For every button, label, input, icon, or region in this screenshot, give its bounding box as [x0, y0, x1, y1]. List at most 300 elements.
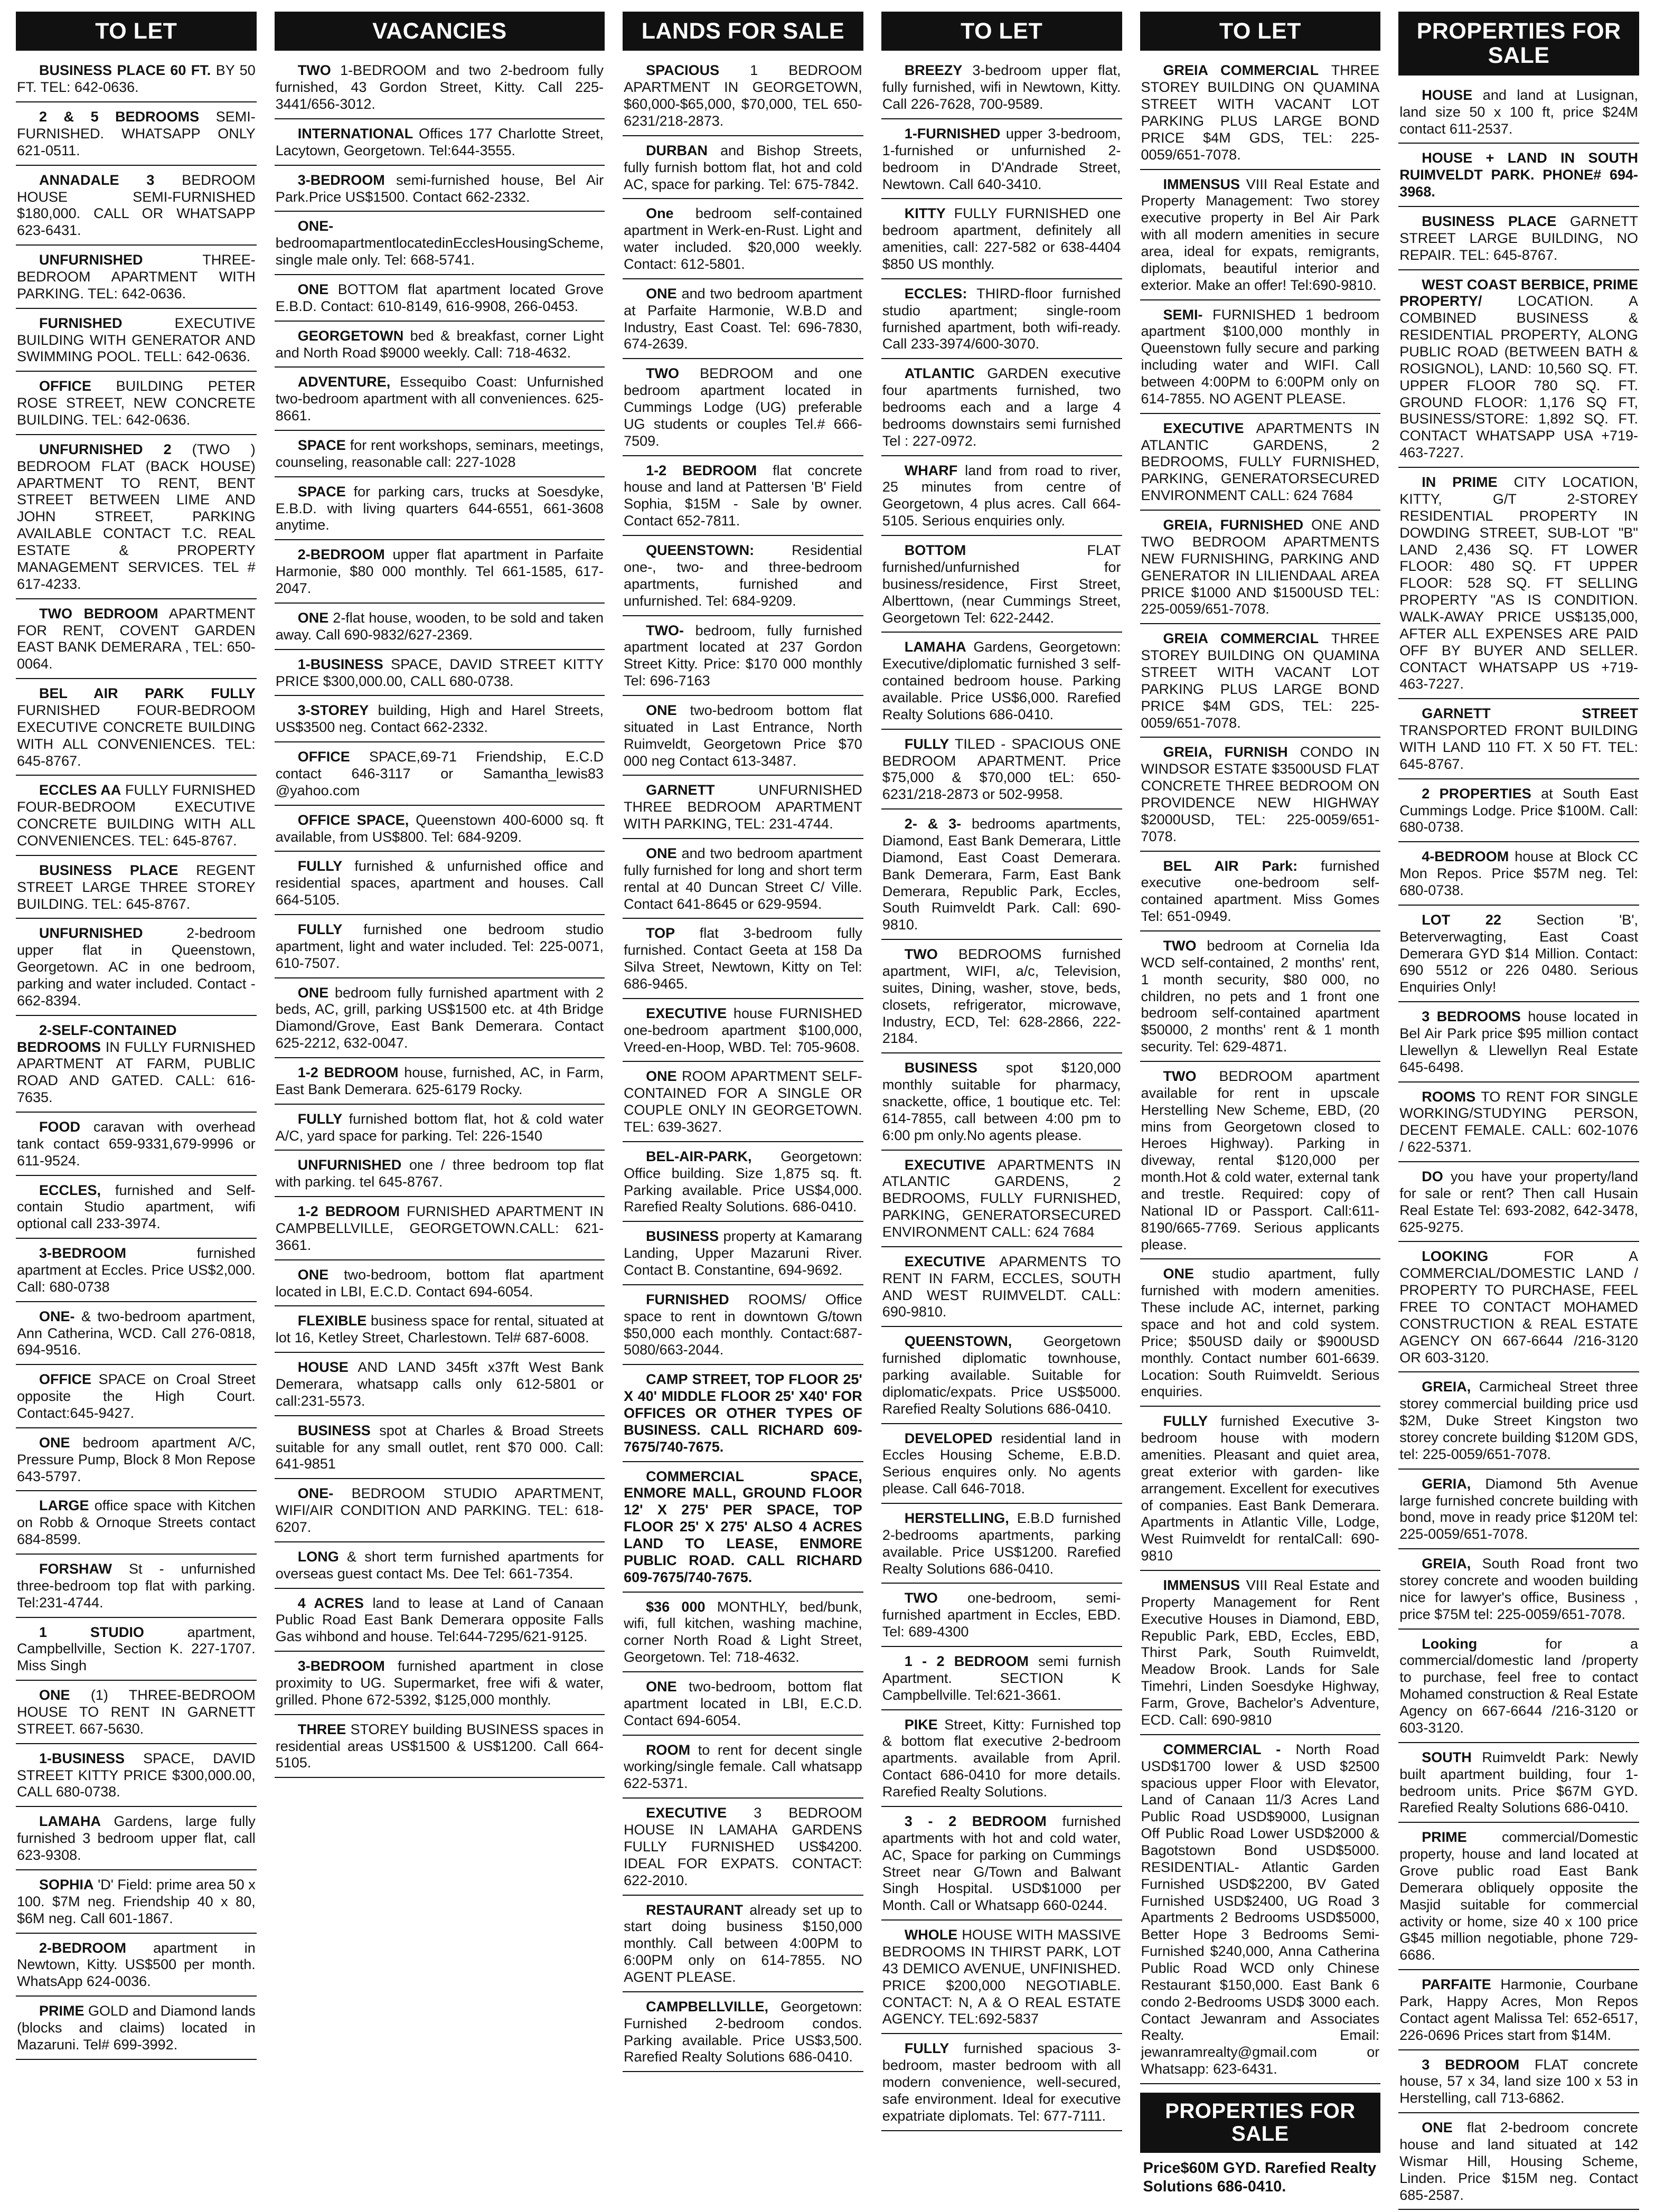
column-6 — [1398, 12, 1639, 2212]
ad-keyword: 3 BEDROOMS — [1422, 1009, 1521, 1025]
ad-keyword: 1 STUDIO — [39, 1624, 144, 1640]
ad-keyword: BEL AIR Park: — [1163, 858, 1298, 874]
classified-ad — [275, 1355, 605, 1416]
classified-ad — [881, 2036, 1122, 2131]
ad-keyword: WHARF — [904, 462, 958, 478]
ad-keyword: ONE — [297, 281, 329, 298]
classified-ad — [275, 854, 605, 915]
ad-keyword: SOUTH — [1422, 1749, 1472, 1765]
ad-text: furnished apartment in close proximity to UG. Supermarket, free wifi & water, grilled. Phone 672-5392, $125,000 monthly. — [275, 1658, 604, 1708]
ad-keyword: IMMENSUS — [1163, 176, 1240, 192]
ad-keyword: WHOLE — [904, 1927, 958, 1943]
classified-ad — [275, 981, 605, 1058]
classified-ad — [881, 635, 1122, 729]
ad-keyword: GEORGETOWN — [297, 327, 404, 344]
classified-ad — [16, 1872, 257, 1934]
ad-text: REGENT STREET LARGE THREE STOREY BUILDING. TEL: 645-8767. — [17, 862, 256, 912]
ad-text: VIII Real Estate and Property Management: Two storey executive property in Bel Air Park with all modern amenities in secure area, ideal for expats, remigrants, diplomats, beautiful interior and exterior. Make an offer! Tel:690-9810. — [1141, 176, 1380, 293]
ad-text: furnished apartment at Eccles. Price US$2,000. Call: 680-0738 — [17, 1245, 256, 1295]
ad-keyword: FLEXIBLE — [297, 1313, 367, 1329]
ad-text: house located in Bel Air Park price $95 million contact Llewellyn & Llewellyn Real Estate 645-6498. — [1399, 1009, 1638, 1075]
ad-keyword: LAMAHA — [39, 1813, 101, 1830]
classified-ad — [1140, 1064, 1381, 1259]
ad-text: and land at Lusignan, land size 50 x 100 ft, price $24M contact 611-2537. — [1399, 87, 1638, 137]
column-1 — [16, 12, 257, 2212]
ad-text: 'D' Field: prime area 50 x 100. $7M neg. Friendship 40 x 80, $6M neg. Call 601-1867. — [17, 1876, 256, 1926]
classified-ad — [16, 105, 257, 166]
ad-keyword: BREEZY — [904, 62, 963, 79]
ad-text: FOR A COMMERCIAL/DOMESTIC LAND / PROPERTY TO PURCHASE, FEEL FREE TO CONTACT MOHAMED CONSTRUCTION & REAL ESTATE AGENCY ON 667-6644 /216-3120 OR 603-3120. — [1399, 1248, 1638, 1366]
classified-ad — [881, 1426, 1122, 1504]
ad-keyword: ROOMS — [1422, 1088, 1476, 1105]
classified-ad — [275, 1717, 605, 1778]
ad-keyword: SPACE — [297, 437, 346, 454]
ad-keyword: OFFICE SPACE, — [297, 812, 409, 828]
ad-text: BEDROOM STUDIO APARTMENT, WIFI/AIR CONDITION AND PARKING. TEL: 618-6207. — [275, 1485, 604, 1536]
ad-keyword: ONE — [646, 1679, 677, 1695]
classified-ad — [881, 1586, 1122, 1647]
ad-text: E.B.D furnished 2-bedrooms apartments, parking available. Price US$1200. Rarefied Realty Solutions 686-0410. — [882, 1510, 1121, 1577]
ad-text: SPACE, DAVID STREET KITTY PRICE $300,000.00, CALL 680-0738. — [275, 656, 604, 689]
ad-keyword: GERIA, — [1422, 1475, 1471, 1492]
ad-keyword: BUSINESS — [646, 1228, 719, 1245]
ad-keyword: PRIME — [39, 2003, 84, 2019]
classified-ad — [275, 324, 605, 368]
classified-ad — [623, 1064, 863, 1142]
ad-keyword: CAMP STREET, TOP FLOOR 25' X 40' MIDDLE FLOOR 25' X40' FOR OFFICES OR OTHER TYPES OF BUSINESS. CALL RICHARD 609-7675/740-7675. — [624, 1371, 862, 1455]
classified-ad — [1398, 1085, 1639, 1162]
ad-text: FLAT concrete house, 57 x 34, land size 100 x 53 in Herstelling, call 713-6862. — [1399, 2056, 1638, 2106]
ad-text: & short term furnished apartments for overseas guest contact Ms. Dee Tel: 661-7354. — [275, 1548, 604, 1582]
ad-text: APARMENTS TO RENT IN FARM, ECCLES, SOUTH AND WEST RUIMVELDT. CALL: 690-9810. — [882, 1253, 1121, 1320]
classified-ad — [16, 1809, 257, 1870]
ad-text: EXECUTIVE BUILDING WITH GENERATOR AND SWIMMING POOL. TELL: 642-0636. — [17, 315, 256, 365]
classified-ad — [881, 361, 1122, 456]
ad-keyword: ONE — [1163, 1266, 1195, 1282]
classified-ad — [1398, 782, 1639, 843]
ad-keyword: 1-2 BEDROOM — [297, 1203, 400, 1220]
classified-ad — [1398, 272, 1639, 468]
ad-text: commercial/Domestic property, house and land located at Grove public road East Bank Demerara obliquely opposite the Masjid suitable for commercial activity or home, size 40 x 100 price G$45 million negotiable, phone 729-6686. — [1399, 1829, 1638, 1963]
ad-text: furnished one bedroom studio apartment, light and water included. Tel: 225-0071, 610-7507. — [275, 921, 604, 971]
ad-keyword: BUSINESS — [297, 1422, 371, 1438]
ad-text: furnished and Self-contain Studio apartment, wifi optional call 233-3974. — [17, 1182, 256, 1232]
ad-text: 1-BEDROOM and two 2-bedroom fully furnished, 43 Gordon Street, Kitty. Call 225- 3441/656-3012. — [275, 62, 604, 112]
classified-ad — [275, 1654, 605, 1715]
ad-keyword: GREIA COMMERCIAL — [1163, 630, 1319, 647]
classified-ad — [623, 458, 863, 536]
classified-ad — [881, 1923, 1122, 2034]
ad-text: spot $120,000 monthly suitable for pharmacy, snackette, office, 1 boutique etc. Tel: 614-7855, call between 4:00 pm to 6:00 pm only.No agents please. — [882, 1060, 1121, 1143]
ad-keyword: FULLY — [297, 921, 343, 937]
ad-text: THREE-BEDROOM APARTMENT WITH PARKING. TEL: 642-0636. — [17, 252, 256, 302]
ad-keyword: LONG — [297, 1548, 339, 1565]
ad-keyword: 3-BEDROOM — [297, 1658, 385, 1674]
ad-keyword: ONE — [1422, 2120, 1453, 2136]
classified-ad — [623, 841, 863, 919]
ad-keyword: ECCLES, — [39, 1182, 101, 1198]
ad-text: FULLY FURNISHED FOUR-BEDROOM EXECUTIVE CONCRETE BUILDING WITH ALL CONVENIENCES. TEL: 645-8767. — [17, 782, 256, 849]
ad-keyword: LOT 22 — [1422, 911, 1501, 928]
ad-keyword: 3 BEDROOM — [1422, 2056, 1520, 2073]
ad-text: CITY LOCATION, KITTY, G/T 2-STOREY RESIDENTIAL PROPERTY IN DOWDING STREET, SUB-LOT "B" LAND 2,436 SQ. FT LOWER FLOOR: 480 SQ. FT UPPER FLOOR: 528 SQ. FT SELLING PROPERTY "AS IS CONDITION. WALK-AWAY PRICE US$135,000, AFTER ALL EXPENSES ARE PAID OFF BY BUYER AND SELLER. CONTACT WHATSAPP US +719-463-7227. — [1399, 474, 1638, 692]
classified-ad — [623, 538, 863, 616]
ad-keyword: $36 000 — [646, 1598, 706, 1615]
classified-ad — [623, 281, 863, 359]
classified-ad — [881, 942, 1122, 1053]
ad-keyword: 2-BEDROOM — [39, 1940, 127, 1956]
classified-ad — [1140, 740, 1381, 851]
ad-keyword: ATLANTIC — [904, 365, 975, 382]
ad-keyword: HOUSE + LAND IN SOUTH RUIMVELDT PARK. PHONE# 694-3968. — [1399, 150, 1638, 200]
ad-keyword: TWO- — [646, 622, 684, 638]
classified-ad — [16, 1999, 257, 2060]
ad-text: Georgetown: Office building. Size 1,875 sq. ft. Parking available. Price US$4,000. Rarefied Realty Solutions. 686-0410. — [624, 1148, 862, 1215]
classified-ad — [623, 618, 863, 696]
ad-text: caravan with overhead tank contact 659-9331,679-9996 or 611-9524. — [17, 1118, 256, 1169]
ad-text: you have your property/land for sale or rent? Then call Husain Real Estate Tel: 693-2082, 642-3478, 625-9275. — [1399, 1169, 1638, 1235]
column-3 — [623, 12, 863, 2212]
ad-keyword: 3-BEDROOM — [39, 1245, 127, 1262]
ad-keyword: 1-2 BEDROOM — [646, 462, 757, 478]
ad-keyword: 2-BEDROOM — [297, 547, 385, 563]
classified-ad — [1398, 1825, 1639, 1970]
ad-keyword: TWO BEDROOM — [39, 605, 158, 622]
classified-ad — [16, 1430, 257, 1492]
classified-ad — [275, 121, 605, 166]
ad-text: bedroom apartment A/C, Pressure Pump, Block 8 Mon Repose 643-5797. — [17, 1434, 256, 1484]
ad-text: GARNETT STREET LARGE BUILDING, NO REPAIR. TEL: 645-8767. — [1399, 213, 1638, 263]
classified-ad — [275, 1481, 605, 1542]
classified-ad — [16, 437, 257, 599]
ad-text: LOCATION. A COMBINED BUSINESS & RESIDENTIAL PROPERTY, ALONG PUBLIC ROAD (BETWEEN BATH & ROSIGNOL), LAND: 10,560 SQ. FT. UPPER FLOOR 780 SQ. FT. GROUND FLOOR: 1,176 SQ FT, BUSINESS/STORE: 1,892 SQ. FT. CONTACT WHATSAPP USA +719-463-7227. — [1399, 293, 1638, 461]
classified-ad — [623, 1287, 863, 1365]
classified-ad — [623, 1224, 863, 1285]
classified-ad — [275, 1309, 605, 1353]
ad-text: furnished & unfurnished office and residential spaces, apartment and houses. Call 664-5105. — [275, 858, 604, 908]
classified-ad — [623, 58, 863, 136]
ad-text: upper 3-bedroom, 1-furnished or unfurnished 2-bedroom in D'Andrade Street, Newtown. Call 640-3410. — [882, 126, 1121, 192]
ad-text: BOTTOM flat apartment located Grove E.B.D. Contact: 610-8149, 616-9908, 266-0453. — [275, 281, 604, 314]
ad-text: land to lease at Land of Canaan Public Road East Bank Demerara opposite Falls Gas wihbond and house. Tel:644-7295/621-9125. — [275, 1595, 604, 1645]
box-header: PROPERTIES FOR SALE — [1140, 2093, 1381, 2153]
ad-text: TRANSPORTED FRONT BUILDING WITH LAND 110 FT. X 50 FT. TEL: 645-8767. — [1399, 722, 1638, 772]
ad-text: Gardens, Georgetown: Executive/diplomatic furnished 3 self-contained bedroom house. Parking available. Price US$6,000. Rarefied Realty Solutions 686-0410. — [882, 639, 1121, 722]
ad-text: two-bedroom, bottom flat apartment located in LBI, E.C.D. Contact 694-6054. — [624, 1679, 862, 1728]
ad-keyword: PRIME — [1422, 1829, 1467, 1846]
classified-ad — [16, 58, 257, 102]
ad-text: FURNISHED 1 bedroom apartment $100,000 monthly in Queenstown fully secure and parking including water and WIFI. Call between 4:00PM to 6:00PM only on 614-7855. NO AGENT PLEASE. — [1141, 306, 1380, 407]
ad-text: house at Block CC Mon Repos. Price $57M neg. Tel: 680-0738. — [1399, 849, 1638, 898]
classified-ad — [275, 370, 605, 431]
ad-text: THREE STOREY BUILDING ON QUAMINA STREET WITH VACANT LOT PARKING PLUS LARGE BOND PRICE $4M GDS, TEL: 225-0059/651-7078. — [1141, 62, 1380, 163]
ad-keyword: LOOKING — [1422, 1248, 1489, 1265]
ad-text: TO RENT FOR SINGLE WORKING/STUDYING PERSON, DECENT FEMALE. CALL: 602-1076 / 622-5371. — [1399, 1088, 1638, 1155]
ad-keyword: ONE — [297, 1266, 329, 1283]
classified-ad — [881, 1056, 1122, 1150]
classified-ad — [275, 58, 605, 119]
classified-ad — [275, 542, 605, 604]
ad-keyword: SPACIOUS — [646, 62, 720, 79]
ad-text: 3 BEDROOM HOUSE IN LAMAHA GARDENS FULLY FURNISHED US$4200. IDEAL FOR EXPATS. CONTACT: 622-2010. — [624, 1805, 862, 1888]
classified-ad — [881, 1506, 1122, 1584]
column-header: VACANCIES — [275, 12, 605, 51]
ad-text: BEDROOM HOUSE SEMI-FURNISHED $180,000. CALL OR WHATSAPP 623-6431. — [17, 172, 256, 239]
ad-text: flat concrete house and land at Pattersen 'B' Field Sophia, $15M - Sale by owner. Contact 652-7811. — [624, 462, 862, 529]
ad-keyword: FURNISHED — [646, 1291, 729, 1307]
classified-ad — [1140, 513, 1381, 624]
ad-text: FULLY FURNISHED one bedroom apartment, definitely all amenities, call: 227-582 or 638-4404 $850 US monthly. — [882, 205, 1121, 272]
ad-keyword: GREIA, — [1422, 1556, 1471, 1572]
classified-ad — [1140, 303, 1381, 414]
ad-keyword: ANNADALE 3 — [39, 172, 155, 188]
ad-keyword: ROOM — [646, 1742, 691, 1758]
classified-ad — [623, 1595, 863, 1672]
ad-keyword: 1-BUSINESS — [39, 1750, 125, 1766]
ad-text: BEDROOM and one bedroom apartment located in Cummings Lodge (UG) preferable UG students or couples Tel.# 666-7509. — [624, 365, 862, 449]
ad-text: apartment, Campbellville, Section K. 227-1707. Miss Singh — [17, 1624, 256, 1674]
ad-keyword: ONE — [39, 1687, 70, 1703]
ad-keyword: One — [646, 205, 674, 222]
classified-ad — [16, 248, 257, 309]
ad-text: property at Kamarang Landing, Upper Mazaruni River. Contact B. Constantine, 694-9692. — [624, 1228, 862, 1278]
ad-text: furnished executive one-bedroom self-contained apartment. Miss Gomes Tel: 651-0949. — [1141, 858, 1380, 925]
classified-ad — [16, 1746, 257, 1808]
ad-keyword: INTERNATIONAL — [297, 126, 413, 142]
ad-keyword: FULLY — [297, 1110, 343, 1127]
classified-ad — [275, 652, 605, 696]
classified-ad — [275, 1153, 605, 1197]
classified-ad — [623, 1144, 863, 1222]
ad-text: SPACE, DAVID STREET KITTY PRICE $300,000.00, CALL 680-0738. — [17, 1750, 256, 1800]
classified-ad — [881, 201, 1122, 279]
ad-text: land from road to river, 25 minutes from centre of Georgetown, 4 plus acres. Call 664-5105. Serious enquiries only. — [882, 462, 1121, 529]
ad-text: apartment in Newtown, Kitty. US$500 per month. WhatsApp 624-0036. — [17, 1940, 256, 1990]
ad-keyword: BUSINESS PLACE — [1422, 213, 1557, 230]
ad-text: BEDROOM apartment available for rent in upscale Herstelling New Scheme, EBD, (20 mins from Georgetown closed to Heroes Highway). Parking in diveway, rental $120,000 per month.Hot & cold water, external tank and trestle. Required: copy of National ID or Passport. Call:611-8190/665-7769. Serious applicants please. — [1141, 1068, 1380, 1253]
ad-keyword: HOUSE — [297, 1359, 349, 1376]
ad-keyword: EXECUTIVE — [904, 1253, 985, 1269]
ad-keyword: 2 PROPERTIES — [1422, 785, 1531, 802]
ad-keyword: BUSINESS PLACE — [39, 862, 178, 878]
ad-keyword: GARNETT STREET — [1422, 705, 1638, 722]
ad-text: GARDEN executive four apartments furnished, two bedrooms each and a large 4 bedrooms downstairs semi furnished Tel : 227-0972. — [882, 365, 1121, 449]
ad-keyword: TWO — [904, 1590, 938, 1606]
ad-text: BEDROOMS furnished apartment, WIFI, a/c, Television, suites, Dining, washer, stove, beds, closets, refrigerator, microwave, Industry, ECD, Tel: 628-2866, 222-2184. — [882, 946, 1121, 1047]
ad-keyword: 2- & 3- — [904, 816, 962, 832]
ad-text: 1 BEDROOM APARTMENT IN GEORGETOWN, $60,000-$65,000, $70,000, TEL 650-6231/218-2873. — [624, 62, 862, 129]
ad-keyword: HERSTELLING, — [904, 1510, 1009, 1527]
ad-text: for rent workshops, seminars, meetings, counseling, reasonable call: 227-1028 — [275, 437, 604, 470]
ad-keyword: FURNISHED — [39, 315, 123, 331]
classified-ad — [1140, 1737, 1381, 2084]
ad-text: upper flat apartment in Parfaite Harmonie, $80 000 monthly. Tel 661-1585, 617-2047. — [275, 547, 604, 597]
ad-text: Georgetown furnished diplomatic townhouse, parking available. Suitable for diplomatic/expats. Price US$5000. Rarefied Realty Solutions 686-0410. — [882, 1333, 1121, 1417]
ad-keyword: LAMAHA — [904, 639, 966, 655]
ad-text: and two bedroom apartment fully furnished for long and short term rental at 40 Duncan Street C/ Ville. Contact 641-8645 or 629-9594. — [624, 845, 862, 912]
ad-keyword: ONE — [297, 984, 329, 1001]
classified-ad — [1398, 1745, 1639, 1823]
ad-keyword: COMMERCIAL SPACE, ENMORE MALL, GROUND FLOOR 12' X 275' PER SPACE, TOP FLOOR 25' X 275' ALSO 4 ACRES LAND TO LEASE, ENMORE PUBLIC ROAD. CALL RICHARD 609-7675/740-7675. — [624, 1468, 862, 1585]
classified-ad — [1140, 1573, 1381, 1735]
classified-ad — [1140, 58, 1381, 170]
ad-text: ROOMS/ Office space to rent in downtown G/town $50,000 each monthly. Contact:687-5080/663-2044. — [624, 1291, 862, 1358]
ad-text: furnished spacious 3-bedroom, master bedroom with all modern convenience, well-secured, safe environment. Ideal for executive expatriate diplomats. Tel: 677-7111. — [882, 2040, 1121, 2124]
ad-text: FURNISHED FOUR-BEDROOM EXECUTIVE CONCRETE BUILDING WITH ALL CONVENIENCES. TEL: 645-8767. — [17, 702, 256, 769]
ad-keyword: GARNETT — [646, 782, 715, 798]
column-header: TO LET — [881, 12, 1122, 51]
ad-text: Gardens, large fully furnished 3 bedroom upper flat, call 623-9308. — [17, 1813, 256, 1863]
classified-ad — [623, 1674, 863, 1736]
classified-ad — [275, 1060, 605, 1105]
ad-keyword: ECCLES: — [904, 285, 967, 302]
classified-ad — [1398, 1244, 1639, 1372]
ad-text: furnished Executive 3-bedroom house with modern amenities. Pleasant and quiet area, great exterior with garden- like arrangement. Excellent for executives of companies. East Bank Demerara. Apartments in Atlantic Ville, Lodge, West Ruimveldt for rentalCall: 690-9810 — [1141, 1413, 1380, 1564]
classified-ad — [16, 1936, 257, 1997]
classified-ad — [1398, 1972, 1639, 2050]
ad-keyword: PARFAITE — [1422, 1976, 1491, 1993]
ad-keyword: 1-2 BEDROOM — [297, 1064, 399, 1080]
ad-text: APARTMENT FOR RENT, COVENT GARDEN EAST BANK DEMERARA , TEL: 650-0064. — [17, 605, 256, 672]
ad-keyword: PIKE — [904, 1716, 938, 1733]
ad-text: and Bishop Streets, fully furnish bottom flat, hot and cold AC, space for parking. Tel: 675-7842. — [624, 142, 862, 192]
ad-keyword: WEST COAST BERBICE, PRIME PROPERTY/ — [1399, 276, 1638, 309]
ad-text: and two bedroom apartment at Parfaite Harmonie, W.B.D and Industry, East Coast. Tel: 696-7830, 674-2639. — [624, 285, 862, 352]
classified-ad — [623, 778, 863, 839]
ad-keyword: SOPHIA — [39, 1876, 94, 1893]
classified-ad — [275, 745, 605, 806]
classified-ad — [1398, 2053, 1639, 2114]
ad-text: SPACE,69-71 Friendship, E.C.D contact 646-3117 or Samantha_lewis83 @yahoo.com — [275, 749, 604, 798]
ad-text: Offices 177 Charlotte Street, Lacytown, Georgetown. Tel:644-3555. — [275, 126, 604, 158]
ad-keyword: BEL-AIR-PARK, — [646, 1148, 752, 1164]
classified-ad — [1398, 844, 1639, 906]
ad-keyword: GREIA COMMERCIAL — [1163, 62, 1319, 79]
ad-keyword: 4 ACRES — [297, 1595, 364, 1611]
column-header: PROPERTIES FOR SALE — [1398, 12, 1639, 76]
ad-text: North Road USD$1700 lower & USD $2500 spacious upper Floor with Elevator, Land of Canaan 11/3 Acres Land Public Road USD$9000, Lusignan Off Public Road Lower USD$2000 & Bagotstown Bond USD$5000. RESIDENTIAL- Atlantic Garden Furnished USD$2200, BV Gated Furnished USD$2400, UG Road 3 Apartments 2 Bedrooms USD$5000, Better Hope 3 Bedrooms Semi-Furnished $240,000, Anna Catherina Public Road WCD only Chinese Restaurant $150,000. East Bank 6 condo 2-Bedrooms USD$ 3000 each. Contact Jewanram and Associates Realty. Email: jewanramrealty@gmail.com or Whatsapp: 623-6431. — [1141, 1741, 1380, 2077]
classified-ad — [881, 58, 1122, 119]
classified-ad — [623, 1464, 863, 1593]
ad-text: two-bedroom, bottom flat apartment located in LBI, E.C.D. Contact 694-6054. — [275, 1266, 604, 1300]
ad-text: spot at Charles & Broad Streets suitable for any small outlet, rent $70 000. Call: 641-9851 — [275, 1422, 604, 1472]
classifieds-page — [16, 12, 1639, 2203]
ad-text: building, High and Harel Streets, US$3500 neg. Contact 662-2332. — [275, 702, 604, 736]
column-header: TO LET — [1140, 12, 1381, 51]
ad-keyword: ECCLES AA — [39, 782, 121, 798]
classified-ad — [623, 698, 863, 776]
classified-ad — [275, 1199, 605, 1260]
ad-text: bed & breakfast, corner Light and North Road $9000 weekly. Call: 718-4632. — [275, 327, 604, 361]
ad-text: one / three bedroom top flat with parking. tel 645-8767. — [275, 1157, 604, 1190]
properties-for-sale-box — [1140, 2093, 1381, 2198]
classified-ad — [1398, 209, 1639, 270]
ad-text: SPACE on Croal Street opposite the High Court. Contact:645-9427. — [17, 1371, 256, 1422]
ad-text: Georgetown: Furnished 2-bedroom condos. Parking available. Price US$3,500. Rarefied Realty Solutions 686-0410. — [624, 1998, 862, 2065]
classified-ad — [881, 1809, 1122, 1921]
classified-ad — [1140, 416, 1381, 511]
ad-text: bedroom self-contained apartment in Werk-en-Rust. Light and water included. $20,000 weekly. Contact: 612-5801. — [624, 205, 862, 272]
ad-text: UNFURNISHED THREE BEDROOM APARTMENT WITH PARKING, TEL: 231-4744. — [624, 782, 862, 832]
ad-text: bedroom at Cornelia Ida WCD self-contained, 2 months' rent, 1 month security, $80 000, no children, no pets and 1 front one bedroom self-contained apartment $50000, 2 months' rent & 1 month security. Tel: 629-4871. — [1141, 937, 1380, 1055]
ad-keyword: RESTAURANT — [646, 1902, 744, 1918]
classified-ad — [623, 1898, 863, 1992]
classified-ad — [275, 606, 605, 650]
classified-ad — [1398, 1375, 1639, 1469]
ad-text: semi-furnished house, Bel Air Park.Price US$1500. Contact 662-2332. — [275, 172, 604, 205]
classified-ad — [881, 458, 1122, 536]
classified-ad — [275, 1263, 605, 1307]
box-text: Price$60M GYD. Rarefied Realty Solutions 686-0410. — [1143, 2160, 1377, 2196]
ad-keyword: 1 - 2 BEDROOM — [904, 1653, 1029, 1670]
ad-keyword: EXECUTIVE — [904, 1156, 985, 1173]
classified-ad — [1398, 1551, 1639, 1629]
classified-ad — [881, 1712, 1122, 1807]
classified-ad — [275, 1545, 605, 1589]
classified-ad — [275, 479, 605, 541]
classified-ad — [275, 808, 605, 852]
classified-ad — [623, 361, 863, 456]
classified-ad — [1398, 1472, 1639, 1549]
classified-ad — [623, 1001, 863, 1062]
ad-keyword: BUSINESS PLACE 60 FT. — [39, 62, 211, 79]
ad-text: FLAT furnished/unfurnished for business/residence, First Street, Alberttown, (near Cummings Street, Georgetown Tel: 622-2442. — [882, 542, 1121, 626]
classified-ad — [881, 1249, 1122, 1327]
classified-ad — [275, 1591, 605, 1652]
ad-keyword: TWO — [1163, 1068, 1197, 1084]
classified-ad — [881, 1153, 1122, 1247]
ad-text: already set up to start doing business $150,000 monthly. Call between 4:00PM to 6:00PM only on 614-7855. NO AGENT PLEASE. — [624, 1902, 862, 1985]
ad-text: 3-bedroom upper flat, fully furnished, wifi in Newtown, Kitty. Call 226-7628, 700-9589. — [882, 62, 1121, 112]
ad-keyword: 3-STOREY — [297, 702, 369, 719]
column-2 — [275, 12, 605, 2212]
ad-text: furnished apartments with hot and cold water, AC, Space for parking on Cummings Street near G/Town and Balwant Singh Hospital. USD$1000 per Month. Call or Whatsapp 660-0244. — [882, 1813, 1121, 1914]
ad-text: BUILDING PETER ROSE STREET, NEW CONCRETE BUILDING. TEL: 642-0636. — [17, 378, 256, 428]
ad-text: VIII Real Estate and Property Management for Rent Executive Houses in Diamond, EBD, Republic Park, EBD, Eccles, EBD, Thirst Park, South Ruimveldt, Meadow Brook. Lands for Sale Timehri, Linden Soesdyke Highway, Farm, Grove, Bachelor's Adventure, ECD. Call: 690-9810 — [1141, 1577, 1380, 1728]
ad-keyword: LARGE — [39, 1498, 89, 1514]
ad-keyword: IN PRIME — [1422, 474, 1498, 491]
ad-keyword: GREIA, FURNISHED — [1163, 517, 1304, 533]
ad-text: THREE STOREY BUILDING ON QUAMINA STREET WITH VACANT LOT PARKING PLUS LARGE BOND PRICE $4M GDS, TEL: 225-0059/651-7078. — [1141, 630, 1380, 731]
ad-text: house FURNISHED one-bedroom apartment $100,000, Vreed-en-Hoop, WBD. Tel: 705-9608. — [624, 1005, 862, 1055]
classified-ad — [623, 1738, 863, 1799]
classified-ad — [16, 1620, 257, 1681]
ad-text: TILED - SPACIOUS ONE BEDROOM APARTMENT. Price $75,000 & $70,000 tEL: 650-6231/218-2873 or 502-9958. — [882, 736, 1121, 803]
ad-keyword: ONE — [646, 1068, 677, 1085]
ad-keyword: BOTTOM — [904, 542, 966, 559]
ad-keyword: HOUSE — [1422, 87, 1473, 103]
ad-text: two-bedroom bottom flat situated in Last Entrance, North Ruimveldt, Georgetown Price $70 000 neg Contact 613-3487. — [624, 702, 862, 769]
ad-keyword: UNFURNISHED 2 — [39, 441, 172, 457]
ad-keyword: BUSINESS — [904, 1060, 977, 1076]
ad-text: BY 50 FT. TEL: 642-0636. — [17, 62, 256, 96]
ad-keyword: TWO — [646, 365, 680, 382]
classified-ad — [16, 1557, 257, 1618]
ad-keyword: 3 - 2 BEDROOM — [904, 1813, 1047, 1829]
classified-ad — [16, 1241, 257, 1302]
classified-ad — [1398, 146, 1639, 207]
classified-ad — [1398, 1164, 1639, 1242]
ad-text: Queenstown 400-6000 sq. ft available, from US$800. Tel: 684-9209. — [275, 812, 604, 845]
ad-text: & two-bedroom apartment, Ann Catherina, WCD. Call 276-0818, 694-9516. — [17, 1308, 256, 1358]
ad-text: FURNISHED APARTMENT IN CAMPBELLVILLE, GEORGETOWN.CALL: 621-3661. — [275, 1203, 604, 1253]
ad-text: at South East Cummings Lodge. Price $100M. Call: 680-0738. — [1399, 785, 1638, 835]
ad-text: bedroom fully furnished apartment with 2 beds, AC, grill, parking US$1500 etc. at 4th Bridge Diamond/Grove, East Bank Demerara. Contact 625-2212, 632-0047. — [275, 984, 604, 1051]
ad-text: Ruimveldt Park: Newly built apartment building, four 1-bedroom units. Price $67M GYD. Rarefied Realty Solutions 686-0410. — [1399, 1749, 1638, 1816]
ad-text: (TWO ) BEDROOM FLAT (BACK HOUSE) APARTMENT TO RENT, BENT STREET BETWEEN LIME AND JOHN STREET, PARKING AVAILABLE CONTACT T.C. REAL ESTATE & PROPERTY MANAGEMENT SERVICES. TEL # 617-4233. — [17, 441, 256, 592]
ad-keyword: ONE- — [297, 218, 334, 234]
ad-keyword: OFFICE — [39, 378, 91, 394]
